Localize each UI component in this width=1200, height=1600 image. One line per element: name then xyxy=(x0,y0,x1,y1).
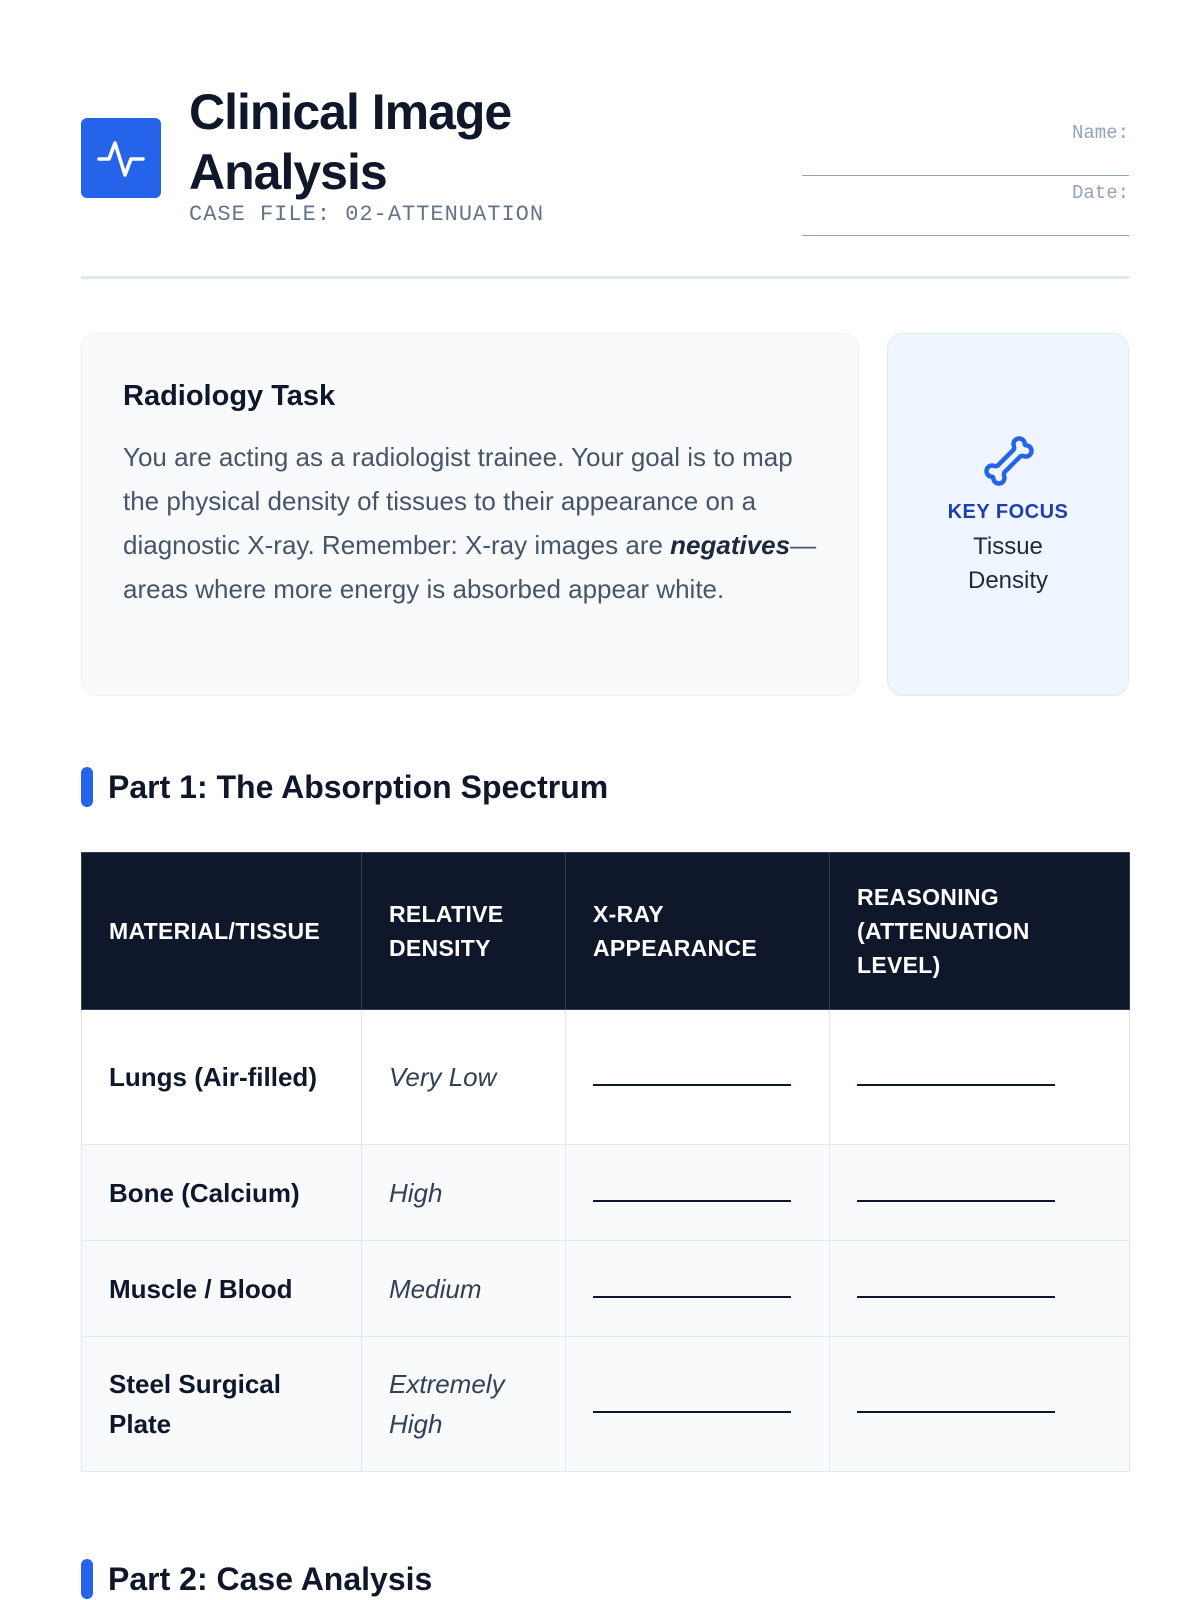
answer-blank[interactable] xyxy=(593,1286,791,1298)
logo xyxy=(81,118,161,198)
date-label: Date: xyxy=(1071,182,1129,204)
table-header-row xyxy=(82,853,1130,1010)
name-label: Name: xyxy=(1071,122,1129,144)
header-divider xyxy=(81,276,1129,279)
task-row xyxy=(81,333,1129,696)
name-field[interactable] xyxy=(802,118,1129,176)
answer-blank[interactable] xyxy=(857,1401,1055,1413)
density-cell: Very Low xyxy=(362,1010,566,1145)
table-row xyxy=(82,1010,1130,1145)
table-row xyxy=(82,1241,1130,1337)
case-file-label: CASE FILE: 02-ATTENUATION xyxy=(189,202,545,227)
answer-blank[interactable] xyxy=(857,1190,1055,1202)
bone-icon xyxy=(982,434,1036,488)
material-cell: Bone (Calcium) xyxy=(82,1145,362,1241)
answer-blank[interactable] xyxy=(593,1190,791,1202)
appearance-answer-cell[interactable] xyxy=(566,1145,830,1241)
answer-blank[interactable] xyxy=(857,1286,1055,1298)
part2-heading xyxy=(81,1559,432,1599)
task-text-start: You are acting as a radiologist trainee. Your goal is to map the physical density of tissues to their appearance on a diagnostic X-ray. Remember: X-ray images are xyxy=(123,442,793,560)
reasoning-answer-cell[interactable] xyxy=(830,1337,1130,1472)
material-cell: Steel Surgical Plate xyxy=(82,1337,362,1472)
part1-heading xyxy=(81,767,608,807)
task-emphasis: negatives xyxy=(670,530,791,560)
key-focus-label: KEY FOCUS xyxy=(947,501,1069,523)
reasoning-answer-cell[interactable] xyxy=(830,1145,1130,1241)
worksheet-page xyxy=(81,0,1129,1597)
part2-title: Part 2: Case Analysis xyxy=(108,1560,433,1597)
answer-blank[interactable] xyxy=(593,1401,791,1413)
appearance-answer-cell[interactable] xyxy=(566,1337,830,1472)
page-title-line2: Analysis xyxy=(189,144,387,200)
student-fields xyxy=(802,118,1129,238)
material-cell: Lungs (Air-filled) xyxy=(82,1010,362,1145)
appearance-answer-cell[interactable] xyxy=(566,1241,830,1337)
key-focus-card xyxy=(887,333,1129,696)
page-title-line1: Clinical Image xyxy=(189,84,512,140)
reasoning-answer-cell[interactable] xyxy=(830,1241,1130,1337)
column-header-appearance: X-RAY APPEARANCE xyxy=(566,853,830,1010)
column-header-reasoning: REASONING (ATTENUATION LEVEL) xyxy=(830,853,1130,1010)
material-cell: Muscle / Blood xyxy=(82,1241,362,1337)
appearance-answer-cell[interactable] xyxy=(566,1010,830,1145)
part1-accent-bar xyxy=(81,767,93,807)
answer-blank[interactable] xyxy=(857,1074,1055,1086)
table-row xyxy=(82,1145,1130,1241)
worksheet-header xyxy=(81,0,1129,278)
task-text-end: —areas where more energy is absorbed appear white. xyxy=(123,530,817,604)
density-cell: Medium xyxy=(362,1241,566,1337)
density-cell: Extremely High xyxy=(362,1337,566,1472)
answer-blank[interactable] xyxy=(593,1074,791,1086)
pulse-icon xyxy=(96,133,146,183)
reasoning-answer-cell[interactable] xyxy=(830,1010,1130,1145)
task-title: Radiology Task xyxy=(123,380,336,412)
page-title xyxy=(189,82,544,202)
density-cell: High xyxy=(362,1145,566,1241)
part1-title: Part 1: The Absorption Spectrum xyxy=(108,768,609,805)
task-card xyxy=(81,333,859,696)
column-header-material: MATERIAL/TISSUE xyxy=(82,853,362,1010)
part2-accent-bar xyxy=(81,1559,93,1599)
task-description xyxy=(123,435,818,611)
title-block xyxy=(189,82,544,227)
date-field[interactable] xyxy=(802,178,1129,236)
key-focus-value: Tissue Density xyxy=(967,533,1049,594)
table-row xyxy=(82,1337,1130,1472)
column-header-density: RELATIVE DENSITY xyxy=(362,853,566,1010)
absorption-table xyxy=(81,852,1130,1472)
